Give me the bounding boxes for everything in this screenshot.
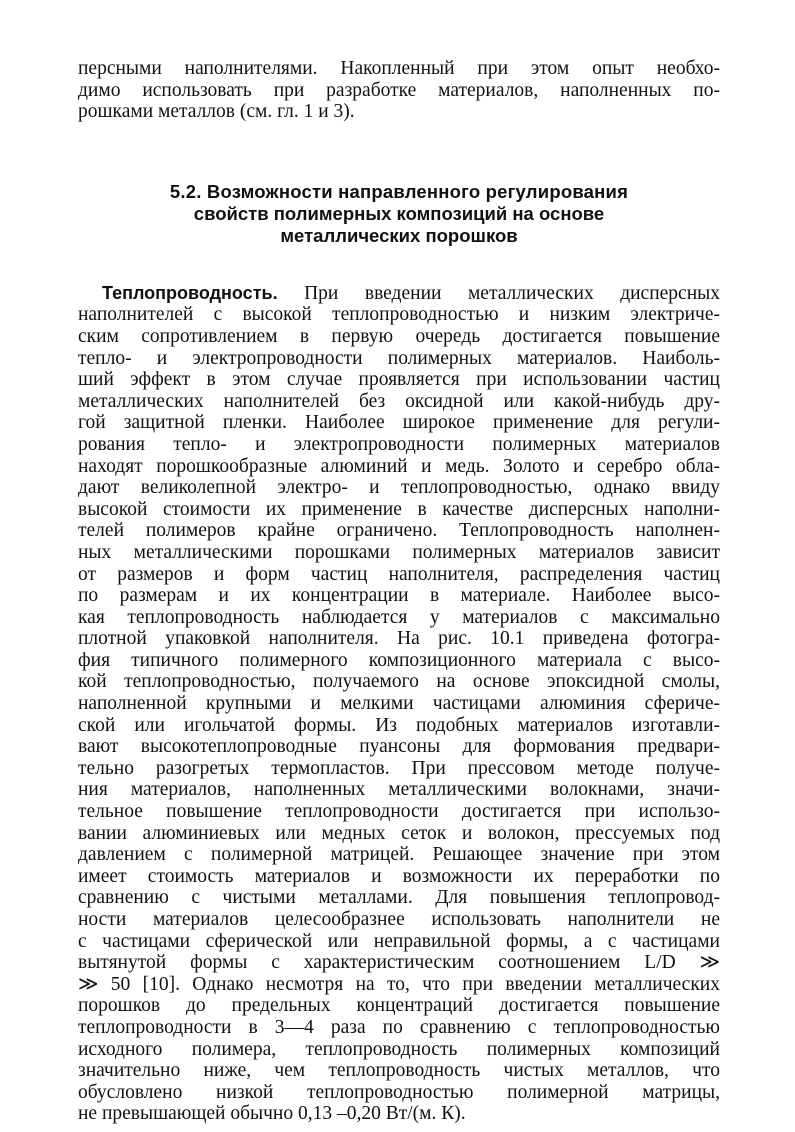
text-line: ским сопротивлением в первую очередь достигается повышение: [78, 325, 720, 347]
text-line: вытянутой формы с характеристическим соотношением L/D ≫: [78, 952, 720, 974]
text-line: димо использовать при разработке материалов, наполненных по-: [78, 79, 720, 101]
text-line: давлением с полимерной матрицей. Решающее значение при этом: [78, 844, 720, 866]
text-line: ≫ 50 [10]. Однако несмотря на то, что при введении металлических: [78, 973, 720, 995]
text-line: имеет стоимость материалов и возможности их переработки по: [78, 865, 720, 887]
text-line: телей полимеров крайне ограничено. Теплопроводность наполнен-: [78, 520, 720, 542]
text-line: ший эффект в этом случае проявляется при использовании частиц: [78, 369, 720, 391]
text-line: по размерам и их концентрации в материале. Наиболее высо-: [78, 585, 720, 607]
text-line: персными наполнителями. Накопленный при этом опыт необхо-: [78, 58, 720, 79]
text-line: наполнителей с высокой теплопроводностью и низким электриче-: [78, 304, 720, 326]
section-title-line: 5.2. Возможности направленного регулирования: [169, 180, 629, 202]
section-heading: [78, 181, 720, 247]
text-line: порошков до предельных концентраций достигается повышение: [78, 995, 720, 1017]
text-line: кой теплопроводностью, получаемого на основе эпоксидной смолы,: [78, 671, 720, 693]
section-title-line: свойств полимерных композиций на основе: [193, 202, 605, 224]
text-line: фия типичного полимерного композиционного материала с высо-: [78, 649, 720, 671]
text-line: сравнению с чистыми металлами. Для повышения теплопровод-: [78, 887, 720, 909]
text-line: вают высокотеплопроводные пуансоны для формования предвари-: [78, 736, 720, 758]
text-line: кая теплопроводность наблюдается у материалов с максимально: [78, 606, 720, 628]
text-line: с частицами сферической или неправильной формы, а с частицами: [78, 930, 720, 952]
text-line: ных металлическими порошками полимерных материалов зависит: [78, 541, 720, 563]
section-title-line: металлических порошков: [280, 224, 518, 246]
first-line-text: При введении металлических дисперсных: [277, 282, 720, 304]
text-line: рования тепло- и электропроводности полимерных материалов: [78, 433, 720, 455]
text-line: плотной упаковкой наполнителя. На рис. 10.1 приведена фотогра-: [78, 628, 720, 650]
document-page: [78, 58, 720, 1125]
body-paragraph: [78, 283, 720, 1125]
text-line: ности материалов целесообразнее использовать наполнители не: [78, 909, 720, 930]
intro-paragraph: [78, 58, 720, 123]
text-line: тельное повышение теплопроводности достигается при использо-: [78, 801, 720, 823]
text-line: дают великолепной электро- и теплопроводностью, однако ввиду: [78, 477, 720, 499]
text-line: значительно ниже, чем теплопроводность чистых металлов, что: [78, 1060, 720, 1082]
text-line: теплопроводности в 3—4 раза по сравнению с теплопроводностью: [78, 1016, 720, 1038]
text-line: исходного полимера, теплопроводность полимерных композиций: [78, 1038, 720, 1060]
text-line: [78, 283, 720, 305]
text-line: не превышающей обычно 0,13 –0,20 Вт/(м. К).: [78, 1103, 466, 1125]
text-line: обусловлено низкой теплопроводностью полимерной матрицы,: [78, 1081, 720, 1103]
text-line: ской или игольчатой формы. Из подобных материалов изготавли-: [78, 714, 720, 736]
text-line: ния материалов, наполненных металлическими волокнами, значи-: [78, 779, 720, 801]
text-line: гой защитной пленки. Наиболее широкое применение для регули-: [78, 412, 720, 434]
text-line: находят порошкообразные алюминий и медь. Золото и серебро обла-: [78, 455, 720, 477]
text-line: наполненной крупными и мелкими частицами алюминия сфериче-: [78, 693, 720, 715]
text-line: тепло- и электропроводности полимерных материалов. Наиболь-: [78, 347, 720, 369]
text-line: тельно разогретых термопластов. При прессовом методе получе-: [78, 757, 720, 779]
text-line: вании алюминиевых или медных сеток и волокон, прессуемых под: [78, 822, 720, 844]
paragraph-lead: Теплопроводность.: [102, 282, 278, 303]
text-line: от размеров и форм частиц наполнителя, распределения частиц: [78, 563, 720, 585]
text-line: высокой стоимости их применение в качестве дисперсных наполни-: [78, 498, 720, 520]
text-line: рошками металлов (см. гл. 1 и 3).: [78, 101, 355, 123]
text-line: металлических наполнителей без оксидной или какой-нибудь дру-: [78, 390, 720, 412]
